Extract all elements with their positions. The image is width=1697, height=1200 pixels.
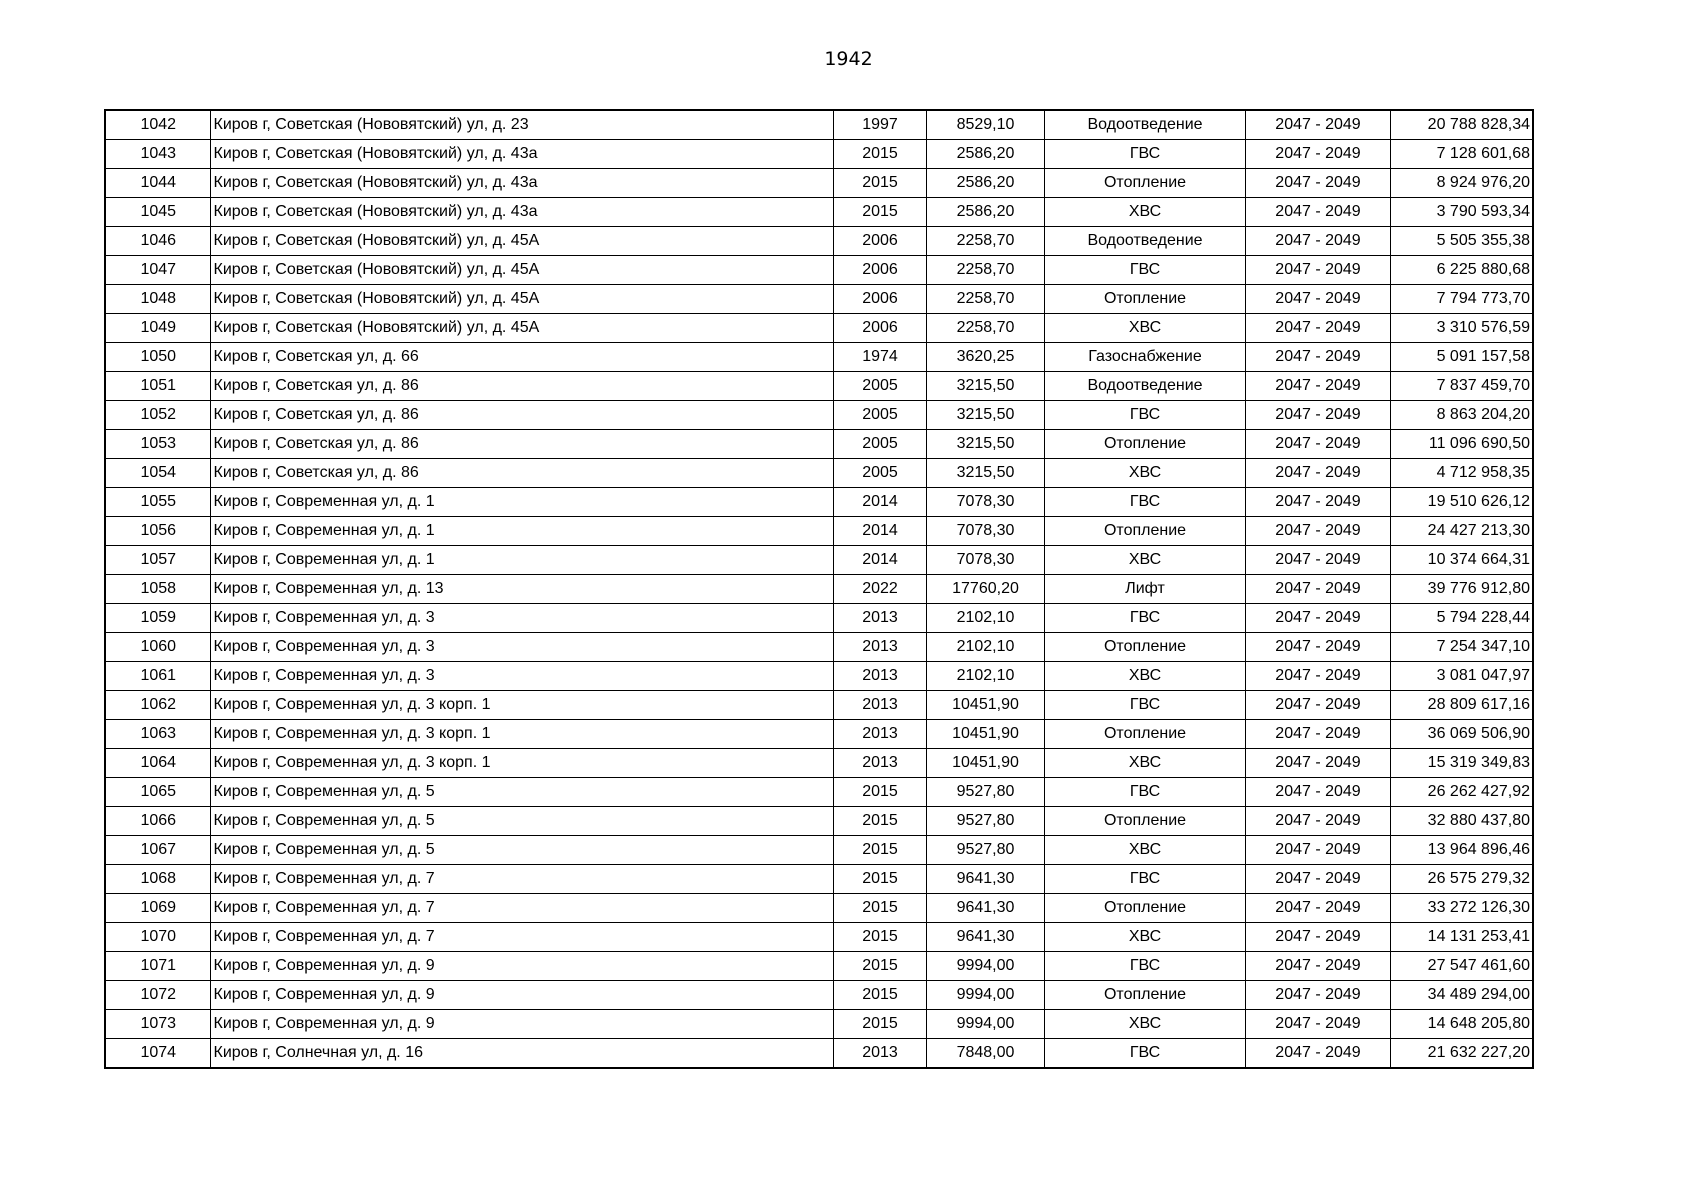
cost-cell: 7 794 773,70	[1390, 285, 1533, 314]
area-cell: 2102,10	[926, 604, 1044, 633]
period-cell: 2047 - 2049	[1245, 662, 1390, 691]
area-cell: 9527,80	[926, 836, 1044, 865]
address-cell: Киров г, Современная ул, д. 7	[210, 923, 833, 952]
period-cell: 2047 - 2049	[1245, 285, 1390, 314]
address-cell: Киров г, Современная ул, д. 5	[210, 807, 833, 836]
address-cell: Киров г, Современная ул, д. 9	[210, 981, 833, 1010]
table-row	[105, 604, 1533, 633]
service-cell: Отопление	[1044, 894, 1245, 923]
service-cell: ГВС	[1044, 952, 1245, 981]
period-cell: 2047 - 2049	[1245, 256, 1390, 285]
period-cell: 2047 - 2049	[1245, 314, 1390, 343]
table-row	[105, 691, 1533, 720]
row-number-cell: 1045	[105, 198, 210, 227]
cost-cell: 26 575 279,32	[1390, 865, 1533, 894]
address-cell: Киров г, Современная ул, д. 3 корп. 1	[210, 691, 833, 720]
address-cell: Киров г, Современная ул, д. 3 корп. 1	[210, 749, 833, 778]
area-cell: 2102,10	[926, 662, 1044, 691]
row-number-cell: 1059	[105, 604, 210, 633]
area-cell: 3215,50	[926, 401, 1044, 430]
table-row	[105, 488, 1533, 517]
row-number-cell: 1063	[105, 720, 210, 749]
year-cell: 2015	[833, 952, 926, 981]
service-cell: Отопление	[1044, 285, 1245, 314]
period-cell: 2047 - 2049	[1245, 430, 1390, 459]
service-cell: ХВС	[1044, 459, 1245, 488]
table-row	[105, 633, 1533, 662]
table-row	[105, 140, 1533, 169]
row-number-cell: 1050	[105, 343, 210, 372]
year-cell: 2006	[833, 227, 926, 256]
cost-cell: 8 924 976,20	[1390, 169, 1533, 198]
year-cell: 2005	[833, 401, 926, 430]
area-cell: 9527,80	[926, 778, 1044, 807]
area-cell: 2586,20	[926, 198, 1044, 227]
year-cell: 2013	[833, 633, 926, 662]
address-cell: Киров г, Современная ул, д. 9	[210, 952, 833, 981]
row-number-cell: 1056	[105, 517, 210, 546]
table-row	[105, 314, 1533, 343]
service-cell: ХВС	[1044, 314, 1245, 343]
year-cell: 2014	[833, 488, 926, 517]
row-number-cell: 1071	[105, 952, 210, 981]
period-cell: 2047 - 2049	[1245, 227, 1390, 256]
period-cell: 2047 - 2049	[1245, 952, 1390, 981]
area-cell: 9527,80	[926, 807, 1044, 836]
period-cell: 2047 - 2049	[1245, 488, 1390, 517]
year-cell: 2015	[833, 923, 926, 952]
address-cell: Киров г, Советская ул, д. 86	[210, 372, 833, 401]
row-number-cell: 1073	[105, 1010, 210, 1039]
page-number: 1942	[824, 48, 873, 70]
row-number-cell: 1060	[105, 633, 210, 662]
year-cell: 2015	[833, 981, 926, 1010]
year-cell: 2015	[833, 894, 926, 923]
cost-cell: 7 254 347,10	[1390, 633, 1533, 662]
service-cell: Лифт	[1044, 575, 1245, 604]
row-number-cell: 1043	[105, 140, 210, 169]
area-cell: 3215,50	[926, 459, 1044, 488]
table-row	[105, 1010, 1533, 1039]
table-row	[105, 343, 1533, 372]
registry-table	[104, 109, 1534, 1069]
cost-cell: 13 964 896,46	[1390, 836, 1533, 865]
table-row	[105, 546, 1533, 575]
area-cell: 2258,70	[926, 256, 1044, 285]
service-cell: ХВС	[1044, 198, 1245, 227]
period-cell: 2047 - 2049	[1245, 546, 1390, 575]
area-cell: 2258,70	[926, 227, 1044, 256]
cost-cell: 14 648 205,80	[1390, 1010, 1533, 1039]
address-cell: Киров г, Современная ул, д. 1	[210, 517, 833, 546]
service-cell: ГВС	[1044, 401, 1245, 430]
address-cell: Киров г, Современная ул, д. 3	[210, 662, 833, 691]
row-number-cell: 1057	[105, 546, 210, 575]
cost-cell: 7 128 601,68	[1390, 140, 1533, 169]
address-cell: Киров г, Советская (Нововятский) ул, д. 43а	[210, 140, 833, 169]
table-row	[105, 401, 1533, 430]
period-cell: 2047 - 2049	[1245, 865, 1390, 894]
area-cell: 9641,30	[926, 865, 1044, 894]
service-cell: Отопление	[1044, 720, 1245, 749]
row-number-cell: 1054	[105, 459, 210, 488]
year-cell: 2006	[833, 314, 926, 343]
cost-cell: 7 837 459,70	[1390, 372, 1533, 401]
period-cell: 2047 - 2049	[1245, 691, 1390, 720]
period-cell: 2047 - 2049	[1245, 575, 1390, 604]
period-cell: 2047 - 2049	[1245, 372, 1390, 401]
year-cell: 2006	[833, 256, 926, 285]
service-cell: Отопление	[1044, 807, 1245, 836]
table-row	[105, 749, 1533, 778]
cost-cell: 3 081 047,97	[1390, 662, 1533, 691]
service-cell: ХВС	[1044, 546, 1245, 575]
year-cell: 1997	[833, 110, 926, 140]
cost-cell: 3 310 576,59	[1390, 314, 1533, 343]
period-cell: 2047 - 2049	[1245, 1010, 1390, 1039]
period-cell: 2047 - 2049	[1245, 517, 1390, 546]
row-number-cell: 1070	[105, 923, 210, 952]
cost-cell: 5 794 228,44	[1390, 604, 1533, 633]
area-cell: 2258,70	[926, 314, 1044, 343]
service-cell: Отопление	[1044, 633, 1245, 662]
address-cell: Киров г, Современная ул, д. 1	[210, 488, 833, 517]
service-cell: ХВС	[1044, 836, 1245, 865]
year-cell: 2013	[833, 691, 926, 720]
cost-cell: 21 632 227,20	[1390, 1039, 1533, 1069]
period-cell: 2047 - 2049	[1245, 401, 1390, 430]
table-row	[105, 459, 1533, 488]
table-row	[105, 372, 1533, 401]
address-cell: Киров г, Современная ул, д. 3 корп. 1	[210, 720, 833, 749]
year-cell: 2013	[833, 662, 926, 691]
service-cell: ГВС	[1044, 865, 1245, 894]
table-row	[105, 517, 1533, 546]
year-cell: 2006	[833, 285, 926, 314]
year-cell: 2015	[833, 836, 926, 865]
cost-cell: 32 880 437,80	[1390, 807, 1533, 836]
address-cell: Киров г, Современная ул, д. 9	[210, 1010, 833, 1039]
address-cell: Киров г, Современная ул, д. 3	[210, 604, 833, 633]
cost-cell: 36 069 506,90	[1390, 720, 1533, 749]
address-cell: Киров г, Современная ул, д. 13	[210, 575, 833, 604]
service-cell: ГВС	[1044, 778, 1245, 807]
row-number-cell: 1053	[105, 430, 210, 459]
cost-cell: 6 225 880,68	[1390, 256, 1533, 285]
cost-cell: 33 272 126,30	[1390, 894, 1533, 923]
year-cell: 1974	[833, 343, 926, 372]
cost-cell: 4 712 958,35	[1390, 459, 1533, 488]
cost-cell: 8 863 204,20	[1390, 401, 1533, 430]
period-cell: 2047 - 2049	[1245, 923, 1390, 952]
row-number-cell: 1058	[105, 575, 210, 604]
row-number-cell: 1055	[105, 488, 210, 517]
period-cell: 2047 - 2049	[1245, 198, 1390, 227]
area-cell: 10451,90	[926, 749, 1044, 778]
year-cell: 2015	[833, 778, 926, 807]
period-cell: 2047 - 2049	[1245, 110, 1390, 140]
row-number-cell: 1048	[105, 285, 210, 314]
area-cell: 9994,00	[926, 1010, 1044, 1039]
period-cell: 2047 - 2049	[1245, 894, 1390, 923]
period-cell: 2047 - 2049	[1245, 169, 1390, 198]
registry-table-body	[105, 110, 1533, 1068]
service-cell: Водоотведение	[1044, 227, 1245, 256]
row-number-cell: 1072	[105, 981, 210, 1010]
area-cell: 9994,00	[926, 981, 1044, 1010]
area-cell: 7078,30	[926, 546, 1044, 575]
period-cell: 2047 - 2049	[1245, 778, 1390, 807]
row-number-cell: 1065	[105, 778, 210, 807]
address-cell: Киров г, Современная ул, д. 7	[210, 865, 833, 894]
year-cell: 2013	[833, 604, 926, 633]
row-number-cell: 1047	[105, 256, 210, 285]
area-cell: 9994,00	[926, 952, 1044, 981]
table-row	[105, 1039, 1533, 1069]
year-cell: 2005	[833, 372, 926, 401]
year-cell: 2013	[833, 1039, 926, 1069]
table-row	[105, 430, 1533, 459]
address-cell: Киров г, Советская (Нововятский) ул, д. 43а	[210, 169, 833, 198]
period-cell: 2047 - 2049	[1245, 807, 1390, 836]
service-cell: ГВС	[1044, 488, 1245, 517]
table-row	[105, 256, 1533, 285]
cost-cell: 27 547 461,60	[1390, 952, 1533, 981]
address-cell: Киров г, Советская ул, д. 86	[210, 430, 833, 459]
area-cell: 2586,20	[926, 169, 1044, 198]
cost-cell: 5 505 355,38	[1390, 227, 1533, 256]
address-cell: Киров г, Современная ул, д. 5	[210, 836, 833, 865]
year-cell: 2014	[833, 517, 926, 546]
cost-cell: 11 096 690,50	[1390, 430, 1533, 459]
table-row	[105, 865, 1533, 894]
area-cell: 10451,90	[926, 691, 1044, 720]
service-cell: Отопление	[1044, 981, 1245, 1010]
year-cell: 2015	[833, 807, 926, 836]
row-number-cell: 1052	[105, 401, 210, 430]
area-cell: 9641,30	[926, 923, 1044, 952]
table-row	[105, 285, 1533, 314]
period-cell: 2047 - 2049	[1245, 720, 1390, 749]
table-row	[105, 227, 1533, 256]
service-cell: ГВС	[1044, 1039, 1245, 1069]
service-cell: ХВС	[1044, 923, 1245, 952]
table-row	[105, 169, 1533, 198]
row-number-cell: 1069	[105, 894, 210, 923]
year-cell: 2014	[833, 546, 926, 575]
period-cell: 2047 - 2049	[1245, 749, 1390, 778]
cost-cell: 28 809 617,16	[1390, 691, 1533, 720]
service-cell: ГВС	[1044, 256, 1245, 285]
period-cell: 2047 - 2049	[1245, 343, 1390, 372]
area-cell: 2586,20	[926, 140, 1044, 169]
address-cell: Киров г, Советская (Нововятский) ул, д. 45А	[210, 256, 833, 285]
row-number-cell: 1049	[105, 314, 210, 343]
address-cell: Киров г, Современная ул, д. 1	[210, 546, 833, 575]
area-cell: 3215,50	[926, 372, 1044, 401]
year-cell: 2015	[833, 1010, 926, 1039]
area-cell: 9641,30	[926, 894, 1044, 923]
table-row	[105, 836, 1533, 865]
cost-cell: 26 262 427,92	[1390, 778, 1533, 807]
cost-cell: 10 374 664,31	[1390, 546, 1533, 575]
address-cell: Киров г, Современная ул, д. 5	[210, 778, 833, 807]
service-cell: ГВС	[1044, 140, 1245, 169]
row-number-cell: 1068	[105, 865, 210, 894]
cost-cell: 19 510 626,12	[1390, 488, 1533, 517]
row-number-cell: 1064	[105, 749, 210, 778]
area-cell: 17760,20	[926, 575, 1044, 604]
address-cell: Киров г, Советская ул, д. 66	[210, 343, 833, 372]
row-number-cell: 1051	[105, 372, 210, 401]
cost-cell: 39 776 912,80	[1390, 575, 1533, 604]
cost-cell: 5 091 157,58	[1390, 343, 1533, 372]
address-cell: Киров г, Солнечная ул, д. 16	[210, 1039, 833, 1069]
cost-cell: 14 131 253,41	[1390, 923, 1533, 952]
address-cell: Киров г, Советская ул, д. 86	[210, 459, 833, 488]
service-cell: Водоотведение	[1044, 110, 1245, 140]
year-cell: 2013	[833, 749, 926, 778]
address-cell: Киров г, Современная ул, д. 7	[210, 894, 833, 923]
address-cell: Киров г, Советская (Нововятский) ул, д. 45А	[210, 314, 833, 343]
period-cell: 2047 - 2049	[1245, 1039, 1390, 1069]
year-cell: 2015	[833, 198, 926, 227]
service-cell: Водоотведение	[1044, 372, 1245, 401]
service-cell: ХВС	[1044, 662, 1245, 691]
period-cell: 2047 - 2049	[1245, 604, 1390, 633]
address-cell: Киров г, Советская (Нововятский) ул, д. 45А	[210, 227, 833, 256]
table-row	[105, 198, 1533, 227]
year-cell: 2015	[833, 865, 926, 894]
service-cell: Газоснабжение	[1044, 343, 1245, 372]
service-cell: ХВС	[1044, 1010, 1245, 1039]
table-row	[105, 807, 1533, 836]
row-number-cell: 1067	[105, 836, 210, 865]
address-cell: Киров г, Советская (Нововятский) ул, д. 23	[210, 110, 833, 140]
period-cell: 2047 - 2049	[1245, 140, 1390, 169]
area-cell: 7078,30	[926, 517, 1044, 546]
year-cell: 2005	[833, 430, 926, 459]
table-row	[105, 952, 1533, 981]
row-number-cell: 1046	[105, 227, 210, 256]
table-row	[105, 575, 1533, 604]
table-row	[105, 778, 1533, 807]
row-number-cell: 1062	[105, 691, 210, 720]
area-cell: 10451,90	[926, 720, 1044, 749]
row-number-cell: 1061	[105, 662, 210, 691]
area-cell: 8529,10	[926, 110, 1044, 140]
area-cell: 3620,25	[926, 343, 1044, 372]
year-cell: 2013	[833, 720, 926, 749]
period-cell: 2047 - 2049	[1245, 836, 1390, 865]
row-number-cell: 1066	[105, 807, 210, 836]
row-number-cell: 1042	[105, 110, 210, 140]
address-cell: Киров г, Современная ул, д. 3	[210, 633, 833, 662]
table-row	[105, 981, 1533, 1010]
table-row	[105, 110, 1533, 140]
period-cell: 2047 - 2049	[1245, 981, 1390, 1010]
cost-cell: 34 489 294,00	[1390, 981, 1533, 1010]
year-cell: 2015	[833, 140, 926, 169]
address-cell: Киров г, Советская (Нововятский) ул, д. 45А	[210, 285, 833, 314]
service-cell: ГВС	[1044, 691, 1245, 720]
table-row	[105, 923, 1533, 952]
area-cell: 2258,70	[926, 285, 1044, 314]
address-cell: Киров г, Советская ул, д. 86	[210, 401, 833, 430]
area-cell: 7848,00	[926, 1039, 1044, 1069]
table-row	[105, 894, 1533, 923]
area-cell: 7078,30	[926, 488, 1044, 517]
year-cell: 2015	[833, 169, 926, 198]
service-cell: Отопление	[1044, 169, 1245, 198]
service-cell: Отопление	[1044, 430, 1245, 459]
address-cell: Киров г, Советская (Нововятский) ул, д. 43а	[210, 198, 833, 227]
row-number-cell: 1044	[105, 169, 210, 198]
area-cell: 2102,10	[926, 633, 1044, 662]
year-cell: 2005	[833, 459, 926, 488]
area-cell: 3215,50	[926, 430, 1044, 459]
service-cell: Отопление	[1044, 517, 1245, 546]
cost-cell: 24 427 213,30	[1390, 517, 1533, 546]
cost-cell: 15 319 349,83	[1390, 749, 1533, 778]
service-cell: ХВС	[1044, 749, 1245, 778]
table-row	[105, 720, 1533, 749]
row-number-cell: 1074	[105, 1039, 210, 1069]
service-cell: ГВС	[1044, 604, 1245, 633]
period-cell: 2047 - 2049	[1245, 459, 1390, 488]
cost-cell: 3 790 593,34	[1390, 198, 1533, 227]
cost-cell: 20 788 828,34	[1390, 110, 1533, 140]
period-cell: 2047 - 2049	[1245, 633, 1390, 662]
table-row	[105, 662, 1533, 691]
year-cell: 2022	[833, 575, 926, 604]
